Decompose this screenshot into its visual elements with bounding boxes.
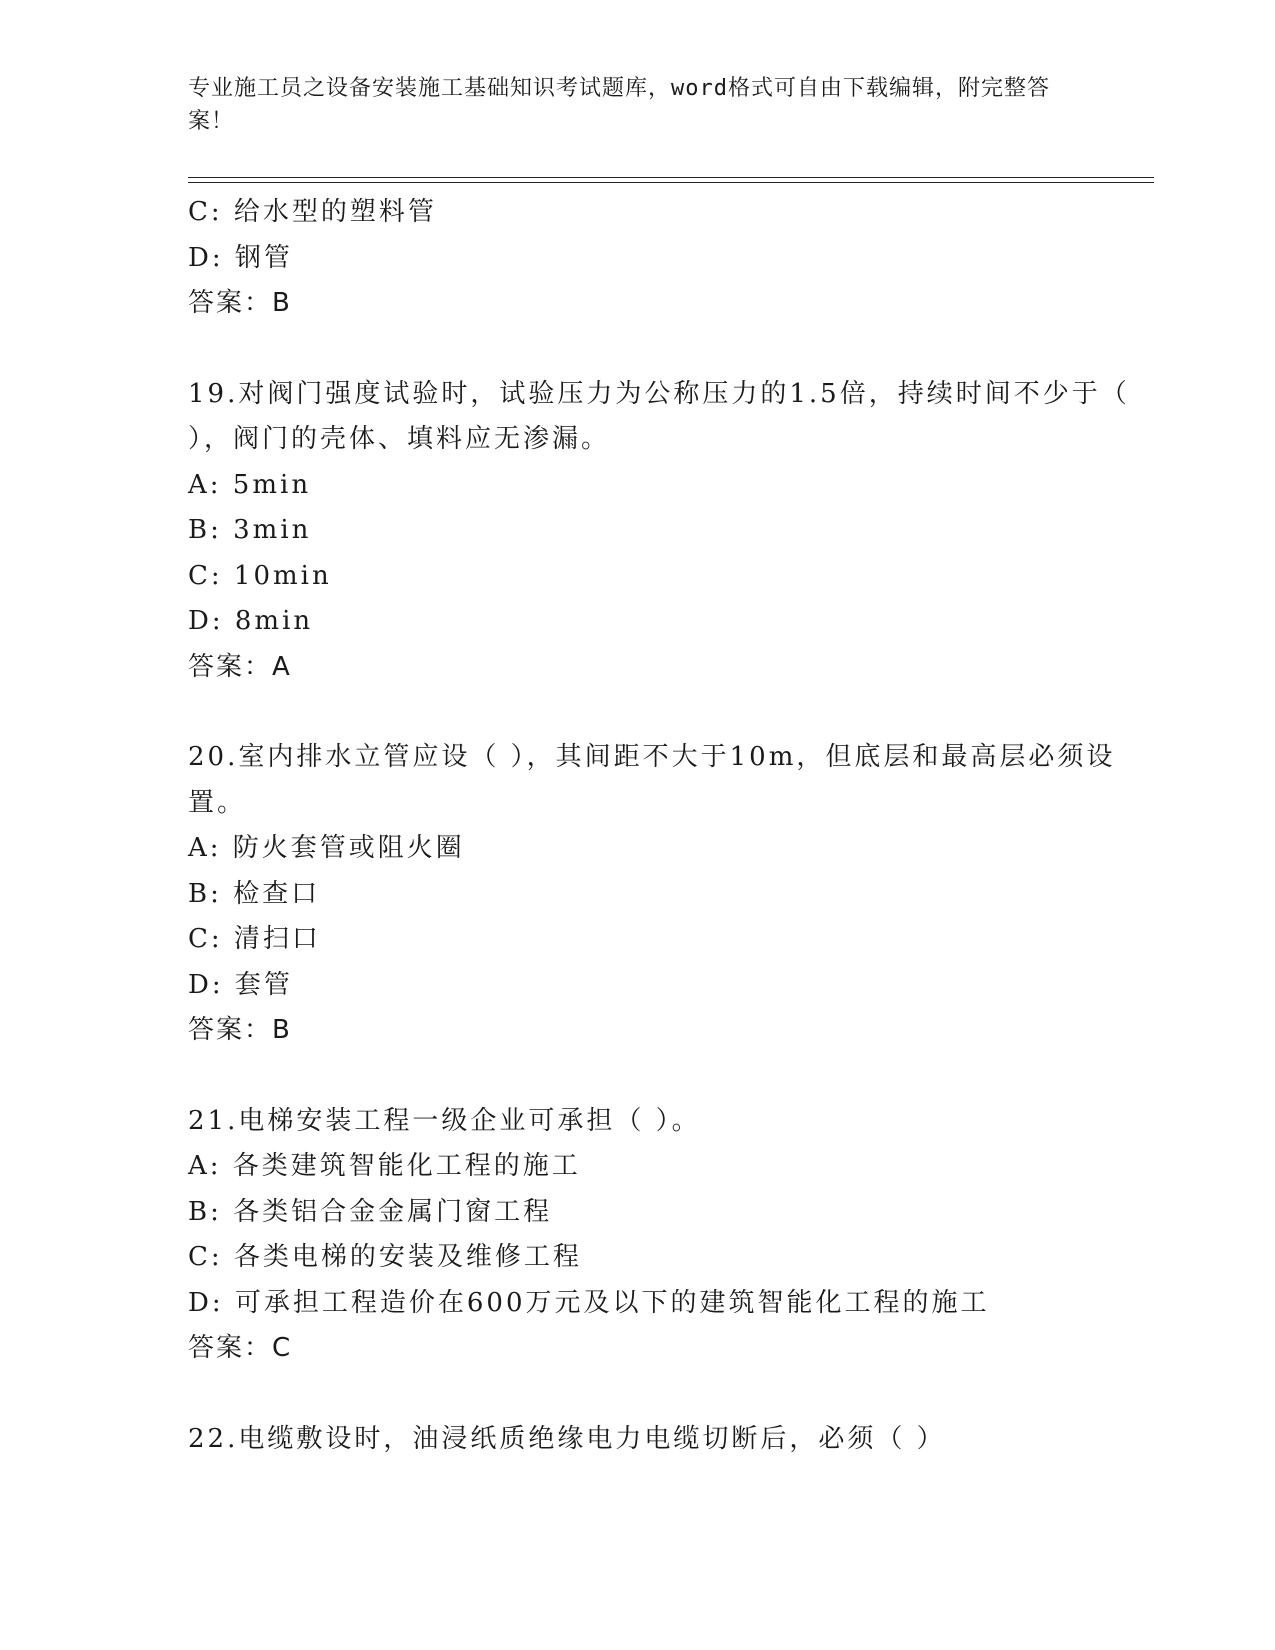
question-21	[188, 1099, 1148, 1372]
answer-line: 答案：B	[188, 288, 292, 318]
option-d: D: 8min	[188, 606, 314, 636]
header-divider-top	[188, 177, 1154, 178]
answer-line: 答案：C	[188, 1333, 293, 1363]
option-c: C: 给水型的塑料管	[188, 197, 437, 227]
option-b: B: 检查口	[188, 878, 321, 909]
document-body	[188, 190, 1148, 1462]
option-c: C: 10min	[188, 560, 332, 591]
header-divider-bottom	[188, 182, 1154, 183]
question-19	[188, 372, 1148, 691]
option-a: A: 5min	[188, 469, 312, 500]
option-c: C: 各类电梯的安装及维修工程	[188, 1242, 582, 1272]
question-18-continuation	[188, 190, 1148, 327]
question-text: 22.电缆敷设时，油浸纸质绝缘电力电缆切断后，必须（ ）	[188, 1423, 946, 1454]
option-d: D: 可承担工程造价在600万元及以下的建筑智能化工程的施工	[188, 1287, 990, 1318]
question-text: 21.电梯安装工程一级企业可承担（ ）。	[188, 1105, 701, 1136]
question-22	[188, 1417, 1148, 1463]
option-d: D: 套管	[188, 969, 293, 1000]
option-a: A: 防火套管或阻火圈	[188, 833, 465, 863]
answer-line: 答案：B	[188, 1015, 292, 1045]
option-d: D: 钢管	[188, 242, 293, 273]
option-c: C: 清扫口	[188, 924, 321, 954]
answer-line: 答案：A	[188, 651, 292, 682]
question-20	[188, 735, 1148, 1054]
option-a: A: 各类建筑智能化工程的施工	[188, 1151, 581, 1181]
question-text: 20.室内排水立管应设（ ），其间距不大于10m，但底层和最高层必须设置。	[188, 742, 1116, 818]
option-b: B: 各类铝合金金属门窗工程	[188, 1196, 553, 1227]
option-b: B: 3min	[188, 515, 312, 545]
question-text: 19.对阀门强度试验时，试验压力为公称压力的1.5倍，持续时间不少于（ ），阀门的壳体、填料应无渗漏。	[188, 378, 1130, 454]
document-header: 专业施工员之设备安装施工基础知识考试题库，word格式可自由下载编辑，附完整答案！	[188, 76, 1050, 134]
